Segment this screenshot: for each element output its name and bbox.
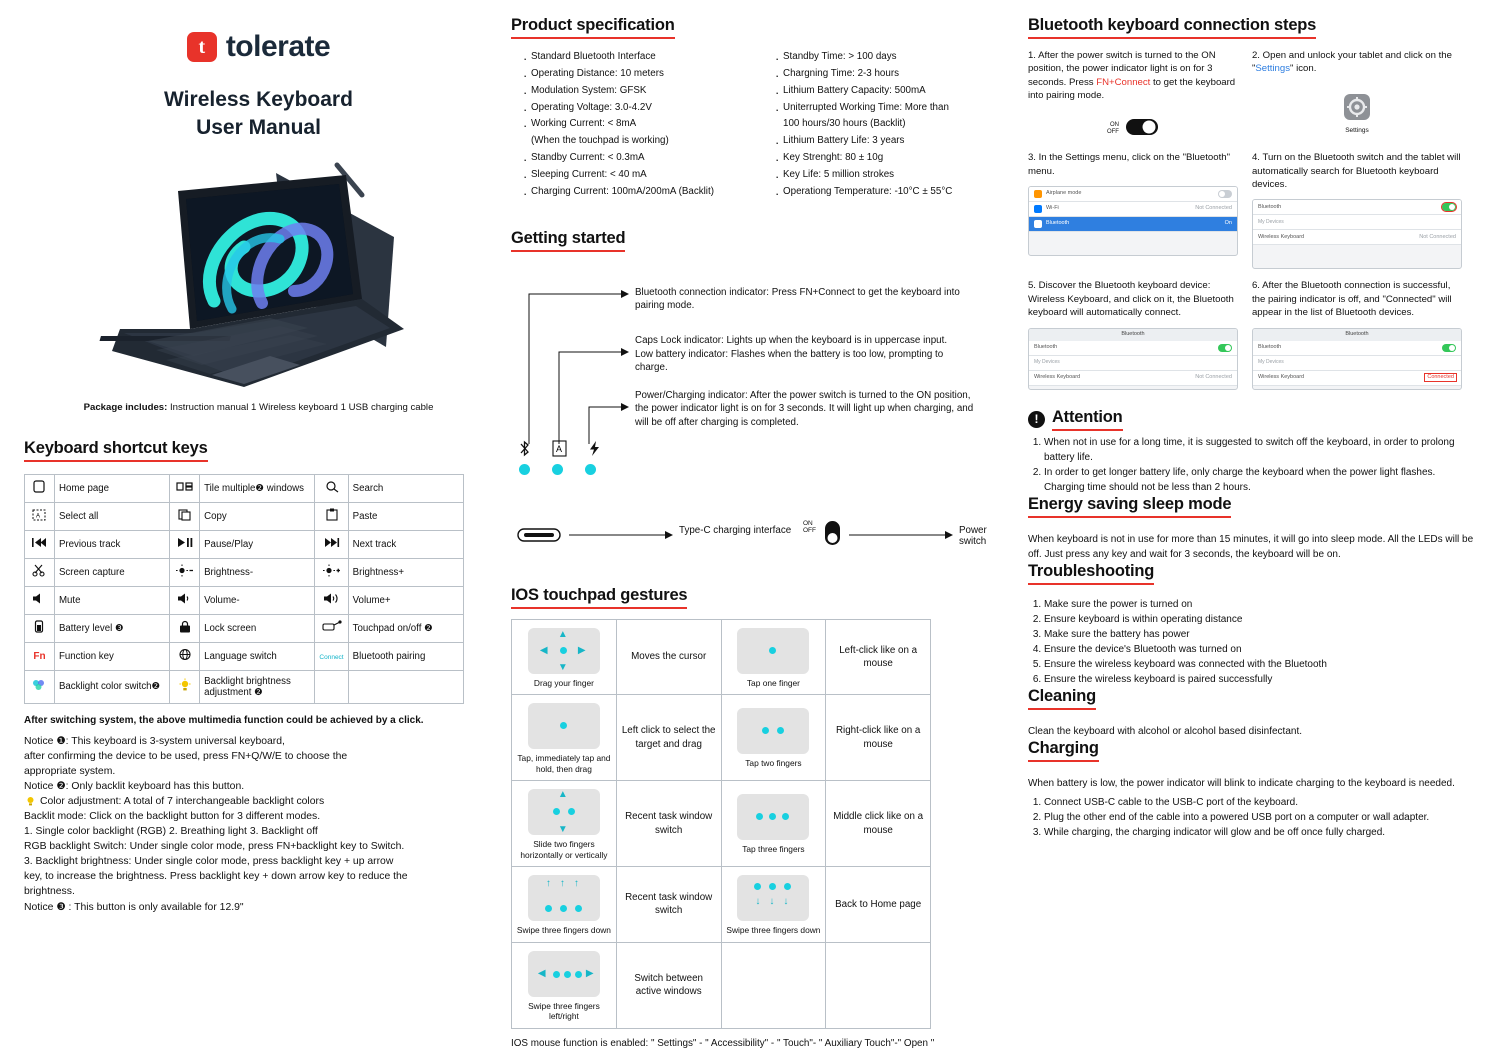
settings-link: Settings bbox=[1255, 63, 1291, 75]
table-row bbox=[25, 586, 464, 614]
attention-list bbox=[1028, 435, 1477, 495]
on-label: ON bbox=[803, 519, 813, 527]
shortcut-label: Mute bbox=[54, 586, 169, 614]
notice-line: Notice ❷: Only backlit keyboard has this button. bbox=[24, 780, 245, 792]
fn-connect-link: FN+Connect bbox=[1096, 76, 1151, 88]
wifi-icon bbox=[1034, 205, 1042, 213]
gesture-caption: Swipe three fingers down bbox=[726, 925, 821, 936]
gesture-desc: Switch between active windows bbox=[616, 942, 721, 1028]
list-item: 2. Ensure keyboard is within operating distance bbox=[1044, 612, 1477, 627]
play-pause-icon bbox=[170, 530, 200, 558]
gesture-pad bbox=[721, 695, 826, 781]
notice-line: appropriate system. bbox=[24, 765, 116, 777]
bt-step-1 bbox=[1028, 49, 1238, 141]
notice-line: Notice ❸ : This button is only available for 12.9" bbox=[24, 901, 244, 913]
gesture-pad bbox=[721, 619, 826, 695]
paste-icon bbox=[315, 502, 348, 530]
spec-item: · Lithium Battery Life: 3 years bbox=[775, 133, 993, 150]
notices-block bbox=[24, 734, 493, 915]
row-label: Wireless Keyboard bbox=[1257, 373, 1305, 380]
notice-line: Backlit mode: Click on the backlight button for 3 different modes. bbox=[24, 811, 321, 823]
spec-item: 100 hours/30 hours (Backlit) bbox=[783, 118, 906, 130]
gesture-desc: Right-click like on a mouse bbox=[826, 695, 931, 781]
notice-line: RGB backlight Switch: Under single color mode, press FN+backlight key to Switch. bbox=[24, 841, 405, 853]
row-label: Wireless Keyboard bbox=[1257, 233, 1305, 240]
row-label: Airplane mode bbox=[1045, 190, 1082, 197]
spec-left-list bbox=[511, 49, 749, 201]
list-item: 1. When not in use for a long time, it is suggested to switch off the keyboard, in order to prolong battery life. bbox=[1044, 435, 1477, 465]
charging-list bbox=[1028, 795, 1477, 840]
shortcut-label: Next track bbox=[348, 530, 463, 558]
column-left bbox=[14, 10, 503, 1048]
shortcut-label: Tile multiple❷ windows bbox=[200, 474, 315, 502]
spec-lists bbox=[511, 49, 1006, 201]
battery-icon bbox=[25, 614, 55, 642]
touchpad-graphic bbox=[528, 703, 600, 749]
bt-device-row[interactable] bbox=[1253, 230, 1461, 245]
settings-row-airplane[interactable] bbox=[1029, 187, 1237, 202]
on-off-label bbox=[1107, 122, 1119, 135]
list-item: 2. In order to get longer battery life, only charge the keyboard when the power light flashes. Charging time should not be less than 2 hours. bbox=[1044, 465, 1477, 495]
off-label: OFF bbox=[1106, 128, 1119, 135]
product-image bbox=[94, 151, 424, 396]
row-value: Not Connected bbox=[1419, 233, 1456, 240]
gesture-desc: Back to Home page bbox=[826, 867, 931, 943]
home-icon bbox=[25, 474, 55, 502]
spec-item: (When the touchpad is working) bbox=[531, 135, 669, 147]
row-label: Wireless Keyboard bbox=[1033, 373, 1081, 380]
list-item: 3. While charging, the charging indicator will glow and be off once fully charged. bbox=[1044, 825, 1477, 840]
row-value: Not Connected bbox=[1195, 205, 1232, 212]
shortcut-label: Search bbox=[348, 474, 463, 502]
screenshot-settings-menu bbox=[1028, 186, 1238, 256]
list-item: 2. Plug the other end of the cable into a powered USB port on a computer or wall adapter. bbox=[1044, 810, 1477, 825]
bluetooth-icon bbox=[1034, 220, 1042, 228]
table-row bbox=[25, 474, 464, 502]
row-label: Bluetooth bbox=[1033, 343, 1058, 350]
settings-caption: Settings bbox=[1345, 127, 1369, 135]
bt-step-text-b: to get the keyboard into pairing mode. bbox=[1027, 76, 1236, 102]
gesture-pad bbox=[512, 695, 617, 781]
scissors-icon bbox=[25, 558, 55, 586]
bt-device-row[interactable] bbox=[1029, 371, 1237, 386]
row-value: Not Connected bbox=[1195, 373, 1232, 380]
spec-item: · Standby Current: < 0.3mA bbox=[523, 150, 749, 167]
power-switch-label: Power switch bbox=[959, 524, 987, 547]
shortcut-label: Volume+ bbox=[348, 586, 463, 614]
list-item: 4. Ensure the device's Bluetooth was turned on bbox=[1044, 642, 1477, 657]
notice-line: after confirming the device to be used, press FN+Q/W/E to choose the bbox=[24, 750, 348, 762]
troubleshooting-heading: Troubleshooting bbox=[1028, 562, 1154, 585]
touchpad-icon bbox=[315, 614, 348, 642]
gestures-table bbox=[511, 619, 931, 1029]
column-right bbox=[1014, 10, 1483, 1048]
shortcut-label: Touchpad on/off ❷ bbox=[348, 614, 463, 642]
row-value: On bbox=[1224, 220, 1232, 227]
gestures-heading: IOS touchpad gestures bbox=[511, 586, 687, 609]
spec-right-list bbox=[763, 49, 993, 201]
search-icon bbox=[315, 474, 348, 502]
row-label: My Devices bbox=[1257, 359, 1284, 366]
charging-intro: When battery is low, the power indicator will blink to indicate charging to the keyboard is needed. bbox=[1027, 777, 1455, 789]
touchpad-graphic: ▲ ▼ ◀ ▶ bbox=[528, 628, 600, 674]
bt-step-text-b: " icon. bbox=[1290, 63, 1317, 75]
sleep-text: When keyboard is not in use for more than 15 minutes, it will go into sleep mode. All the LEDs will be off. Just press any key and wait for 3 seconds, the keyboard will be on. bbox=[1027, 533, 1474, 560]
shortcut-table bbox=[24, 474, 464, 704]
on-label: ON bbox=[1109, 122, 1119, 129]
table-row bbox=[512, 695, 931, 781]
callout-capslock: Caps Lock indicator: Lights up when the keyboard is in uppercase input. bbox=[635, 334, 948, 346]
bulb-icon bbox=[24, 795, 37, 812]
gesture-caption: Slide two fingers horizontally or vertically bbox=[520, 839, 608, 860]
tile-windows-icon bbox=[170, 474, 200, 502]
getting-started-diagram bbox=[511, 264, 1006, 524]
getting-started-heading: Getting started bbox=[511, 229, 625, 252]
bt-toggle-row[interactable] bbox=[1253, 200, 1461, 215]
gesture-pad bbox=[721, 867, 826, 943]
toggle[interactable] bbox=[1218, 344, 1232, 352]
table-row bbox=[25, 670, 464, 703]
toggle[interactable] bbox=[1218, 190, 1232, 198]
screen-title: Bluetooth bbox=[1029, 329, 1237, 341]
power-switch-icon[interactable] bbox=[1125, 117, 1159, 141]
gesture-caption: Swipe three fingers down bbox=[516, 925, 611, 936]
backlight-color-icon bbox=[25, 670, 55, 703]
language-switch-icon bbox=[170, 642, 200, 670]
airplane-icon bbox=[1034, 190, 1042, 198]
touchpad-graphic bbox=[737, 794, 809, 840]
brand-mark: t bbox=[187, 32, 217, 62]
spec-heading: Product specification bbox=[511, 16, 675, 39]
gesture-caption: Tap two fingers bbox=[745, 758, 802, 769]
power-switch-icon[interactable] bbox=[823, 520, 843, 549]
bt-step-num: 2. bbox=[1251, 50, 1260, 61]
select-all-icon bbox=[25, 502, 55, 530]
gesture-desc: Left click to select the target and drag bbox=[616, 695, 721, 781]
table-row bbox=[25, 502, 464, 530]
next-track-icon bbox=[315, 530, 348, 558]
spec-item: · Operating Distance: 10 meters bbox=[523, 66, 749, 83]
table-row bbox=[512, 619, 931, 695]
svg-text:A: A bbox=[556, 443, 563, 454]
bt-hint-row bbox=[1253, 215, 1461, 230]
gesture-desc: Left-click like on a mouse bbox=[826, 619, 931, 695]
brand-name: tolerate bbox=[225, 30, 331, 63]
row-label: My Devices bbox=[1033, 359, 1060, 366]
bt-step-num: 3. bbox=[1027, 152, 1036, 164]
shortcut-label: Pause/Play bbox=[200, 530, 315, 558]
bluetooth-heading: Bluetooth keyboard connection steps bbox=[1028, 16, 1316, 39]
connect-label: Connect bbox=[319, 653, 344, 661]
bt-step-5 bbox=[1028, 279, 1238, 389]
gesture-pad bbox=[512, 619, 617, 695]
row-label: Bluetooth bbox=[1045, 220, 1070, 227]
power-charging-indicator-icon bbox=[587, 440, 602, 460]
spec-item: · Uniterrupted Working Time: More than bbox=[775, 100, 993, 117]
shortcut-label: Brightness- bbox=[200, 558, 315, 586]
bt-hint-row bbox=[1029, 356, 1237, 371]
bt-step-text: After the power switch is turned to the ON position, the power indicator light is on for 3 seconds. Press bbox=[1027, 50, 1216, 88]
row-label: Bluetooth bbox=[1257, 203, 1282, 210]
spec-item: · Chargning Time: 2-3 hours bbox=[775, 66, 993, 83]
type-c-label: Type-C charging interface bbox=[679, 524, 792, 536]
table-row bbox=[512, 781, 931, 867]
list-item: 1. Make sure the power is turned on bbox=[1044, 597, 1477, 612]
bt-step-text: In the Settings menu, click on the "Bluetooth" menu. bbox=[1027, 152, 1230, 177]
bt-step-text: Turn on the Bluetooth switch and the tablet will automatically search for Bluetooth keyboard devices. bbox=[1251, 152, 1461, 190]
shortcut-label: Backlight color switch❷ bbox=[54, 670, 169, 703]
svg-text:A: A bbox=[36, 513, 41, 520]
shortcuts-heading: Keyboard shortcut keys bbox=[24, 439, 208, 462]
shortcut-label: Copy bbox=[200, 502, 315, 530]
volume-up-icon bbox=[315, 586, 348, 614]
touchpad-graphic: ◀ ▶ bbox=[528, 951, 600, 997]
table-row bbox=[25, 614, 464, 642]
gesture-pad bbox=[512, 781, 617, 867]
touchpad-graphic: ↑ ↑ ↑ bbox=[528, 875, 600, 921]
spec-item: · Lithium Battery Capacity: 500mA bbox=[775, 83, 993, 100]
row-label: Wi-Fi bbox=[1045, 205, 1059, 212]
shortcut-label: Bluetooth pairing bbox=[348, 642, 463, 670]
brightness-down-icon bbox=[170, 558, 200, 586]
spec-item: · Key Life: 5 million strokes bbox=[775, 167, 993, 184]
screenshot-connected bbox=[1252, 328, 1462, 390]
copy-icon bbox=[170, 502, 200, 530]
led-dot bbox=[519, 464, 530, 475]
shortcut-label: Previous track bbox=[54, 530, 169, 558]
bluetooth-steps bbox=[1028, 49, 1477, 390]
spec-item: · Standby Time: > 100 days bbox=[775, 49, 993, 66]
gesture-pad bbox=[512, 867, 617, 943]
led-dot bbox=[552, 464, 563, 475]
bluetooth-connect-icon bbox=[315, 642, 348, 670]
cleaning-text: Clean the keyboard with alcohol or alcohol based disinfectant. bbox=[1027, 725, 1303, 737]
settings-row-bluetooth[interactable] bbox=[1029, 217, 1237, 232]
touchpad-graphic bbox=[737, 708, 809, 754]
bt-step-2 bbox=[1252, 49, 1462, 141]
gesture-pad bbox=[721, 781, 826, 867]
gesture-caption: Drag your finger bbox=[533, 677, 594, 688]
volume-down-icon bbox=[170, 586, 200, 614]
shortcut-label: Lock screen bbox=[200, 614, 315, 642]
spec-item: · Modulation System: GFSK bbox=[523, 83, 749, 100]
ports-diagram bbox=[511, 520, 1006, 562]
gesture-desc: Recent task window switch bbox=[616, 867, 721, 943]
table-row bbox=[25, 642, 464, 670]
screenshot-bluetooth-on bbox=[1252, 199, 1462, 269]
notice-line: Notice ❶: This keyboard is 3-system universal keyboard, bbox=[24, 735, 285, 747]
bt-step-num: 5. bbox=[1027, 280, 1036, 292]
table-row bbox=[512, 867, 931, 943]
callout-lowbattery: Low battery indicator: Flashes when the battery is too low, prompting to charge. bbox=[635, 348, 944, 374]
package-includes bbox=[24, 402, 493, 413]
fn-key-icon bbox=[25, 642, 55, 670]
shortcut-label: Screen capture bbox=[54, 558, 169, 586]
list-item: 6. Ensure the wireless keyboard is paired successfully bbox=[1044, 672, 1477, 687]
notice-line: 1. Single color backlight (RGB) 2. Breathing light 3. Backlight off bbox=[24, 826, 318, 838]
previous-track-icon bbox=[25, 530, 55, 558]
lock-icon bbox=[170, 614, 200, 642]
fn-key-label: Fn bbox=[33, 650, 46, 662]
attention-heading: Attention bbox=[1052, 408, 1123, 431]
empty-cell bbox=[315, 670, 348, 703]
troubleshooting-list bbox=[1028, 597, 1477, 687]
brightness-up-icon bbox=[315, 558, 348, 586]
notice-line: 3. Backlight brightness: Under single color mode, press backlight key + up arrow bbox=[24, 856, 394, 868]
row-value: Connected bbox=[1427, 373, 1454, 380]
bt-toggle-row[interactable] bbox=[1029, 341, 1237, 356]
ios-mouse-note: IOS mouse function is enabled: " Settings" - " Accessibility" - " Touch"- " Auxiliary Touch"-" Open " bbox=[511, 1037, 935, 1049]
touchpad-graphic bbox=[737, 628, 809, 674]
notice-line: brightness. bbox=[24, 886, 75, 898]
spec-item: · Working Current: < 8mA bbox=[523, 116, 749, 133]
bt-step-num: 4. bbox=[1251, 152, 1260, 164]
spec-item: · Key Strenght: 80 ± 10g bbox=[775, 150, 993, 167]
table-row bbox=[25, 530, 464, 558]
shortcut-label: Language switch bbox=[200, 642, 315, 670]
bt-step-4 bbox=[1252, 151, 1462, 269]
bt-step-text: Open and unlock your tablet and click on the " bbox=[1251, 50, 1452, 75]
gesture-caption: Tap, immediately tap and hold, then drag bbox=[517, 753, 611, 774]
screen-title: Bluetooth bbox=[1253, 329, 1461, 341]
package-text: Instruction manual 1 Wireless keyboard 1 USB charging cable bbox=[167, 401, 434, 413]
attention-heading-row bbox=[1028, 408, 1477, 431]
bt-step-3 bbox=[1028, 151, 1238, 269]
notice-line: key, to increase the brightness. Press backlight key + down arrow key to reduce the bbox=[24, 871, 408, 883]
led-dot bbox=[585, 464, 596, 475]
column-middle bbox=[503, 10, 1014, 1048]
package-label: Package includes: bbox=[83, 401, 168, 413]
shortcut-label: Backlight brightness adjustment ❷ bbox=[200, 670, 315, 703]
type-c-port-icon bbox=[517, 526, 561, 547]
on-off-label bbox=[803, 520, 816, 534]
warning-icon: ! bbox=[1028, 411, 1045, 428]
mute-icon bbox=[25, 586, 55, 614]
gesture-desc: Moves the cursor bbox=[616, 619, 721, 695]
spec-item: · Operating Voltage: 3.0-4.2V bbox=[523, 100, 749, 117]
toggle[interactable] bbox=[1442, 203, 1456, 211]
gear-icon[interactable] bbox=[1344, 112, 1370, 123]
spec-item: · Standard Bluetooth Interface bbox=[523, 49, 749, 66]
bt-step-6 bbox=[1252, 279, 1462, 389]
gesture-caption: Swipe three fingers left/right bbox=[528, 1000, 600, 1022]
gesture-desc: Middle click like on a mouse bbox=[826, 781, 931, 867]
bt-step-num: 6. bbox=[1251, 280, 1260, 292]
shortcut-label: Battery level ❸ bbox=[54, 614, 169, 642]
list-item: 5. Ensure the wireless keyboard was connected with the Bluetooth bbox=[1044, 657, 1477, 672]
off-label: OFF bbox=[803, 526, 816, 534]
gesture-desc-empty bbox=[826, 942, 931, 1028]
gesture-pad bbox=[512, 942, 617, 1028]
spec-item: · Operationg Temperature: -10°C ± 55°C bbox=[775, 184, 993, 201]
toggle[interactable] bbox=[1442, 344, 1456, 352]
bt-step-text: After the Bluetooth connection is successful, the pairing indicator is off, and "Connected" will appear in the list of Bluetooth devices. bbox=[1251, 280, 1452, 319]
gesture-caption: Tap three fingers bbox=[742, 844, 805, 855]
callout-power: Power/Charging indicator: After the power switch is turned to the ON position, the power indicator light is on for 3 seconds. It will light up when charging, and will be off after charging is completed. bbox=[635, 389, 974, 428]
bt-hint-row bbox=[1253, 356, 1461, 371]
callout-bluetooth: Bluetooth connection indicator: Press FN+Connect to get the keyboard into pairing mode. bbox=[635, 286, 960, 312]
bt-step-text: Discover the Bluetooth keyboard device: Wireless Keyboard, and click on it, the Bluetooth keyboard will automatically connect. bbox=[1027, 280, 1234, 319]
shortcut-label: Select all bbox=[54, 502, 169, 530]
shortcut-label: Brightness+ bbox=[348, 558, 463, 586]
list-item: 1. Connect USB-C cable to the USB-C port of the keyboard. bbox=[1044, 795, 1477, 810]
shortcut-label: Home page bbox=[54, 474, 169, 502]
caps-lock-indicator-icon bbox=[552, 440, 567, 460]
shortcut-label: Volume- bbox=[200, 586, 315, 614]
touchpad-graphic: ↓ ↓ ↓ bbox=[737, 875, 809, 921]
list-item: 3. Make sure the battery has power bbox=[1044, 627, 1477, 642]
shortcut-label: Function key bbox=[54, 642, 169, 670]
table-row bbox=[25, 558, 464, 586]
screenshot-discover-device bbox=[1028, 328, 1238, 390]
notice-line: Color adjustment: A total of 7 interchangeable backlight colors bbox=[40, 796, 325, 807]
bt-toggle-row[interactable] bbox=[1253, 341, 1461, 356]
spec-item: · Sleeping Current: < 40 mA bbox=[523, 167, 749, 184]
shortcut-label: Paste bbox=[348, 502, 463, 530]
gesture-pad-empty bbox=[721, 942, 826, 1028]
row-label: Bluetooth bbox=[1257, 343, 1282, 350]
bt-step-num: 1. bbox=[1027, 50, 1036, 61]
sleep-heading: Energy saving sleep mode bbox=[1028, 495, 1231, 518]
page-title: Wireless Keyboard User Manual bbox=[164, 88, 353, 140]
shortcut-label bbox=[348, 670, 463, 703]
settings-row-wifi[interactable] bbox=[1029, 202, 1237, 217]
touchpad-graphic: ▲ ▼ bbox=[528, 789, 600, 835]
bt-device-row[interactable] bbox=[1253, 371, 1461, 386]
gesture-caption: Tap one finger bbox=[746, 677, 800, 688]
charging-heading: Charging bbox=[1028, 739, 1099, 762]
brand-logo bbox=[24, 30, 493, 64]
gesture-desc: Recent task window switch bbox=[616, 781, 721, 867]
bluetooth-indicator-icon bbox=[517, 440, 532, 460]
cleaning-heading: Cleaning bbox=[1028, 687, 1096, 710]
backlight-brightness-icon bbox=[170, 670, 200, 703]
spec-item: · Charging Current: 100mA/200mA (Backlit) bbox=[523, 184, 749, 201]
table-row bbox=[512, 942, 931, 1028]
after-switching-note: After switching system, the above multimedia function could be achieved by a click. bbox=[24, 714, 424, 726]
row-label: My Devices bbox=[1257, 218, 1284, 225]
